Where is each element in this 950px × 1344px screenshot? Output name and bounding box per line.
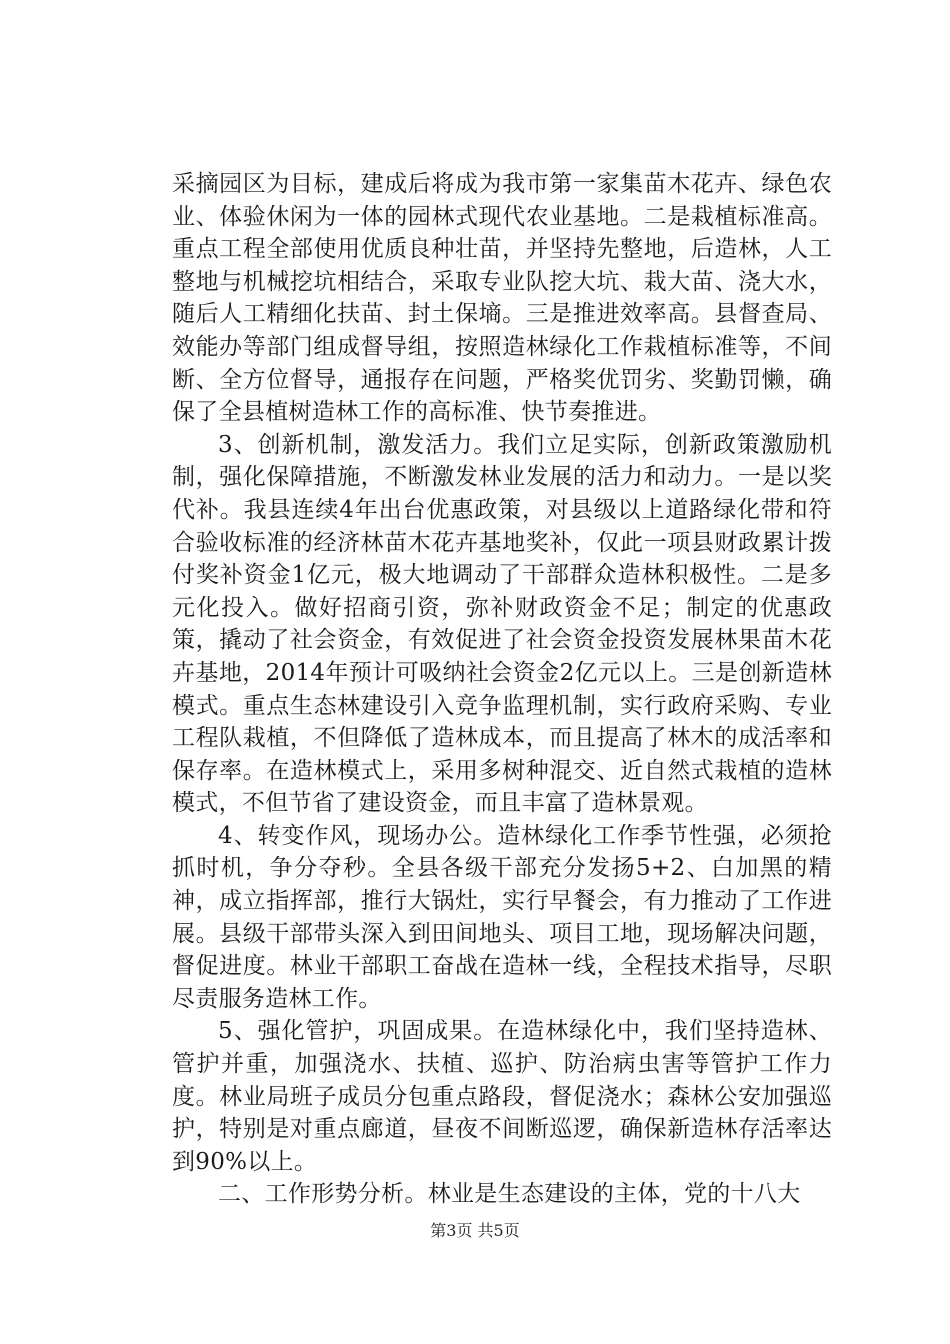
paragraph-continuation: 采摘园区为目标，建成后将成为我市第一家集苗木花卉、绿色农业、体验休闲为一体的园林式现代农业基地。二是栽植标准高。重点工程全部使用优质良种壮苗，并坚持先整地，后造林，人工整地与机械挖坑相结合，采取专业队挖大坑、栽大苗、浇大水，随后人工精细化扶苗、封土保墒。三是推进效率高。县督查局、效能办等部门组成督导组，按照造林绿化工作栽植标准等，不间断、全方位督导，通报存在问题，严格奖优罚劣、奖勤罚懒，确保了全县植树造林工作的高标准、快节奏推进。 [172,171,832,426]
page-number: 第3页 共5页 [430,1221,520,1240]
page-footer [0,1218,950,1241]
paragraph-innovation-mechanism: 3、创新机制，激发活力。我们立足实际，创新政策激励机制，强化保障措施，不断激发林业发展的活力和动力。一是以奖代补。我县连续4年出台优惠政策，对县级以上道路绿化带和符合验收标准的经济林苗木花卉基地奖补，仅此一项县财政累计拨付奖补资金1亿元，极大地调动了干部群众造林积极性。二是多元化投入。做好招商引资，弥补财政资金不足；制定的优惠政策，撬动了社会资金，有效促进了社会资金投资发展林果苗木花卉基地，2014年预计可吸纳社会资金2亿元以上。三是创新造林模式。重点生态林建设引入竞争监理机制，实行政府采购、专业工程队栽植，不但降低了造林成本，而且提高了林木的成活率和保存率。在造林模式上，采用多树种混交、近自然式栽植的造林模式，不但节省了建设资金，而且丰富了造林景观。 [172,431,832,817]
paragraph-situation-analysis: 二、工作形势分析。林业是生态建设的主体，党的十八大 [218,1181,801,1208]
document-body [172,168,832,1211]
paragraph-management-protection: 5、强化管护，巩固成果。在造林绿化中，我们坚持造林、管护并重，加强浇水、扶植、巡护、防治病虫害等管护工作力度。林业局班子成员分包重点路段，督促浇水；森林公安加强巡护，特别是对重点廊道，昼夜不间断巡逻，确保新造林存活率达到90%以上。 [172,1018,832,1175]
paragraph-work-style: 4、转变作风，现场办公。造林绿化工作季节性强，必须抢抓时机，争分夺秒。全县各级干部充分发扬5+2、白加黑的精神，成立指挥部，推行大锅灶，实行早餐会，有力推动了工作进展。县级干部带头深入到田间地头、项目工地，现场解决问题，督促进度。林业干部职工奋战在造林一线，全程技术指导，尽职尽责服务造林工作。 [172,822,832,1012]
